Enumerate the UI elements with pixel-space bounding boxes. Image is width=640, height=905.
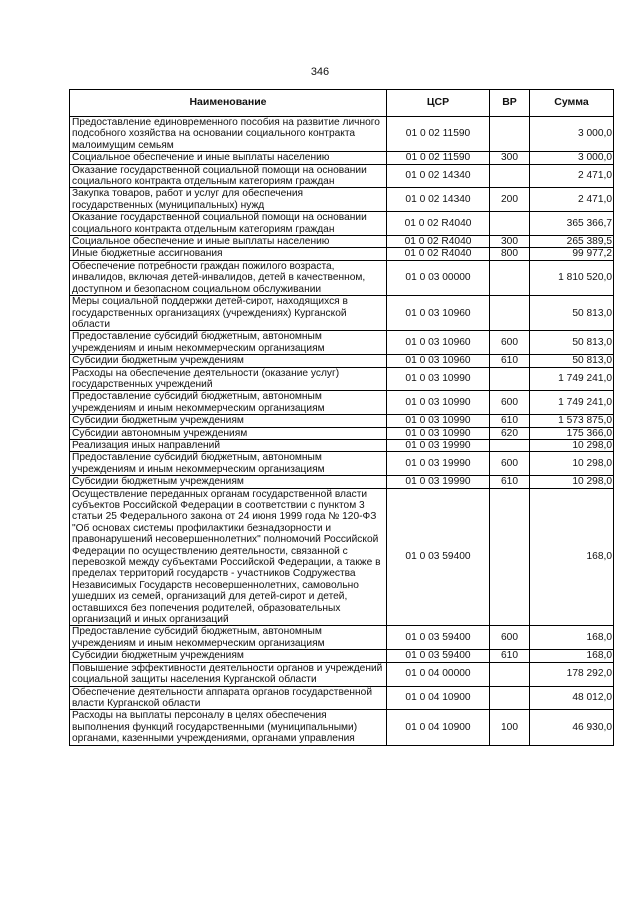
cell-vr: 800 — [490, 248, 530, 260]
cell-sum: 46 930,0 — [530, 710, 614, 745]
cell-csr: 01 0 03 10990 — [387, 391, 490, 415]
cell-csr: 01 0 03 10990 — [387, 367, 490, 391]
cell-name: Иные бюджетные ассигнования — [70, 248, 387, 260]
cell-name: Предоставление субсидий бюджетным, автономным учреждениям и иным некоммерческим организациям — [70, 626, 387, 650]
cell-name: Повышение эффективности деятельности органов и учреждений социальной защиты населения Курганской области — [70, 662, 387, 686]
table-row — [70, 476, 614, 488]
cell-vr: 600 — [490, 452, 530, 476]
cell-name: Субсидии бюджетным учреждениям — [70, 476, 387, 488]
header-name: Наименование — [70, 90, 387, 117]
cell-csr: 01 0 03 10960 — [387, 331, 490, 355]
cell-sum: 99 977,2 — [530, 248, 614, 260]
page-number: 346 — [310, 66, 330, 78]
cell-name: Реализация иных направлений — [70, 439, 387, 451]
cell-vr: 610 — [490, 650, 530, 662]
table-row — [70, 650, 614, 662]
cell-name: Субсидии бюджетным учреждениям — [70, 415, 387, 427]
cell-vr — [490, 488, 530, 626]
table-header-row — [70, 90, 614, 117]
cell-name: Предоставление субсидий бюджетным, автономным учреждениям и иным некоммерческим организациям — [70, 391, 387, 415]
cell-vr — [490, 260, 530, 295]
cell-name: Социальное обеспечение и иные выплаты населению — [70, 236, 387, 248]
cell-csr: 01 0 02 R4040 — [387, 236, 490, 248]
cell-csr: 01 0 03 10990 — [387, 415, 490, 427]
cell-sum: 50 813,0 — [530, 331, 614, 355]
cell-name: Осуществление переданных органам государственной власти субъектов Российской Федерации в соответствии с пунктом 3 статьи 25 Федерального закона от 24 июня 1999 года № 120-ФЗ "Об основах системы профилактики безнадзорности и правонарушений несовершеннолетних" полномочий Российской Федерации по осуществлению деятельности, связанной с перевозкой между субъектами Российской Федерации, а также в пределах территорий государств - участников Содружества Независимых Государств несовершеннолетних, самовольно ушедших из семей, организаций для детей-сирот и детей, оставшихся без попечения родителей, образовательных организаций и иных организаций — [70, 488, 387, 626]
cell-vr: 610 — [490, 415, 530, 427]
cell-csr: 01 0 03 19990 — [387, 439, 490, 451]
cell-name: Предоставление единовременного пособия на развитие личного подсобного хозяйства на основании социального контракта малоимущим семьям — [70, 117, 387, 152]
table-row — [70, 439, 614, 451]
cell-sum: 168,0 — [530, 650, 614, 662]
cell-vr — [490, 686, 530, 710]
cell-vr: 600 — [490, 331, 530, 355]
table-row — [70, 117, 614, 152]
cell-sum: 365 366,7 — [530, 212, 614, 236]
cell-csr: 01 0 02 R4040 — [387, 248, 490, 260]
table-row — [70, 164, 614, 188]
cell-vr: 100 — [490, 710, 530, 745]
cell-csr: 01 0 02 11590 — [387, 152, 490, 164]
table-row — [70, 236, 614, 248]
cell-sum: 3 000,0 — [530, 117, 614, 152]
table-row — [70, 427, 614, 439]
table-row — [70, 367, 614, 391]
header-vr: ВР — [490, 90, 530, 117]
cell-name: Предоставление субсидий бюджетным, автономным учреждениям и иным некоммерческим организациям — [70, 331, 387, 355]
table-row — [70, 296, 614, 331]
cell-vr: 600 — [490, 391, 530, 415]
table-row — [70, 355, 614, 367]
cell-name: Оказание государственной социальной помощи на основании социального контракта отдельным категориям граждан — [70, 212, 387, 236]
cell-vr — [490, 296, 530, 331]
cell-csr: 01 0 03 59400 — [387, 626, 490, 650]
table-row — [70, 710, 614, 745]
table-row — [70, 662, 614, 686]
cell-sum: 10 298,0 — [530, 439, 614, 451]
cell-sum: 10 298,0 — [530, 452, 614, 476]
cell-csr: 01 0 03 10960 — [387, 296, 490, 331]
table-row — [70, 626, 614, 650]
cell-vr — [490, 367, 530, 391]
cell-sum: 1 749 241,0 — [530, 391, 614, 415]
cell-vr — [490, 662, 530, 686]
cell-sum: 3 000,0 — [530, 152, 614, 164]
cell-csr: 01 0 04 10900 — [387, 710, 490, 745]
cell-sum: 50 813,0 — [530, 296, 614, 331]
cell-csr: 01 0 04 10900 — [387, 686, 490, 710]
cell-csr: 01 0 03 10990 — [387, 427, 490, 439]
cell-csr: 01 0 02 11590 — [387, 117, 490, 152]
cell-sum: 10 298,0 — [530, 476, 614, 488]
cell-name: Субсидии автономным учреждениям — [70, 427, 387, 439]
table-row — [70, 415, 614, 427]
cell-vr — [490, 164, 530, 188]
cell-csr: 01 0 04 00000 — [387, 662, 490, 686]
table-row — [70, 260, 614, 295]
cell-sum: 168,0 — [530, 626, 614, 650]
cell-csr: 01 0 03 19990 — [387, 476, 490, 488]
cell-vr — [490, 117, 530, 152]
cell-sum: 2 471,0 — [530, 164, 614, 188]
cell-name: Расходы на обеспечение деятельности (оказание услуг) государственных учреждений — [70, 367, 387, 391]
cell-csr: 01 0 02 R4040 — [387, 212, 490, 236]
cell-name: Обеспечение деятельности аппарата органов государственной власти Курганской области — [70, 686, 387, 710]
cell-sum: 1 749 241,0 — [530, 367, 614, 391]
cell-csr: 01 0 02 14340 — [387, 188, 490, 212]
table-row — [70, 152, 614, 164]
cell-sum: 265 389,5 — [530, 236, 614, 248]
cell-csr: 01 0 03 59400 — [387, 650, 490, 662]
cell-vr: 610 — [490, 476, 530, 488]
cell-name: Субсидии бюджетным учреждениям — [70, 355, 387, 367]
cell-sum: 178 292,0 — [530, 662, 614, 686]
cell-sum: 1 573 875,0 — [530, 415, 614, 427]
cell-vr — [490, 439, 530, 451]
cell-name: Закупка товаров, работ и услуг для обеспечения государственных (муниципальных) нужд — [70, 188, 387, 212]
table-row — [70, 248, 614, 260]
cell-sum: 50 813,0 — [530, 355, 614, 367]
header-csr: ЦСР — [387, 90, 490, 117]
cell-vr: 200 — [490, 188, 530, 212]
cell-name: Обеспечение потребности граждан пожилого возраста, инвалидов, включая детей-инвалидов, детей в качественном, доступном и безопасном социальном обслуживании — [70, 260, 387, 295]
cell-name: Оказание государственной социальной помощи на основании социального контракта отдельным категориям граждан — [70, 164, 387, 188]
cell-name: Предоставление субсидий бюджетным, автономным учреждениям и иным некоммерческим организациям — [70, 452, 387, 476]
cell-csr: 01 0 03 19990 — [387, 452, 490, 476]
table-row — [70, 686, 614, 710]
table-row — [70, 188, 614, 212]
cell-sum: 2 471,0 — [530, 188, 614, 212]
cell-csr: 01 0 03 59400 — [387, 488, 490, 626]
cell-vr: 300 — [490, 236, 530, 248]
cell-name: Меры социальной поддержки детей-сирот, находящихся в государственных организациях (учреждениях) Курганской области — [70, 296, 387, 331]
cell-sum: 48 012,0 — [530, 686, 614, 710]
budget-table — [69, 89, 614, 746]
cell-vr — [490, 212, 530, 236]
table-row — [70, 212, 614, 236]
cell-vr: 620 — [490, 427, 530, 439]
cell-name: Социальное обеспечение и иные выплаты населению — [70, 152, 387, 164]
cell-name: Расходы на выплаты персоналу в целях обеспечения выполнения функций государственными (муниципальными) органами, казенными учреждениями, органами управления — [70, 710, 387, 745]
cell-vr: 300 — [490, 152, 530, 164]
table-row — [70, 391, 614, 415]
cell-name: Субсидии бюджетным учреждениям — [70, 650, 387, 662]
table-row — [70, 331, 614, 355]
cell-sum: 168,0 — [530, 488, 614, 626]
cell-sum: 1 810 520,0 — [530, 260, 614, 295]
table-row — [70, 488, 614, 626]
header-sum: Сумма — [530, 90, 614, 117]
cell-csr: 01 0 03 10960 — [387, 355, 490, 367]
cell-vr: 600 — [490, 626, 530, 650]
cell-sum: 175 366,0 — [530, 427, 614, 439]
cell-csr: 01 0 03 00000 — [387, 260, 490, 295]
cell-csr: 01 0 02 14340 — [387, 164, 490, 188]
table-row — [70, 452, 614, 476]
cell-vr: 610 — [490, 355, 530, 367]
table-body — [70, 117, 614, 746]
